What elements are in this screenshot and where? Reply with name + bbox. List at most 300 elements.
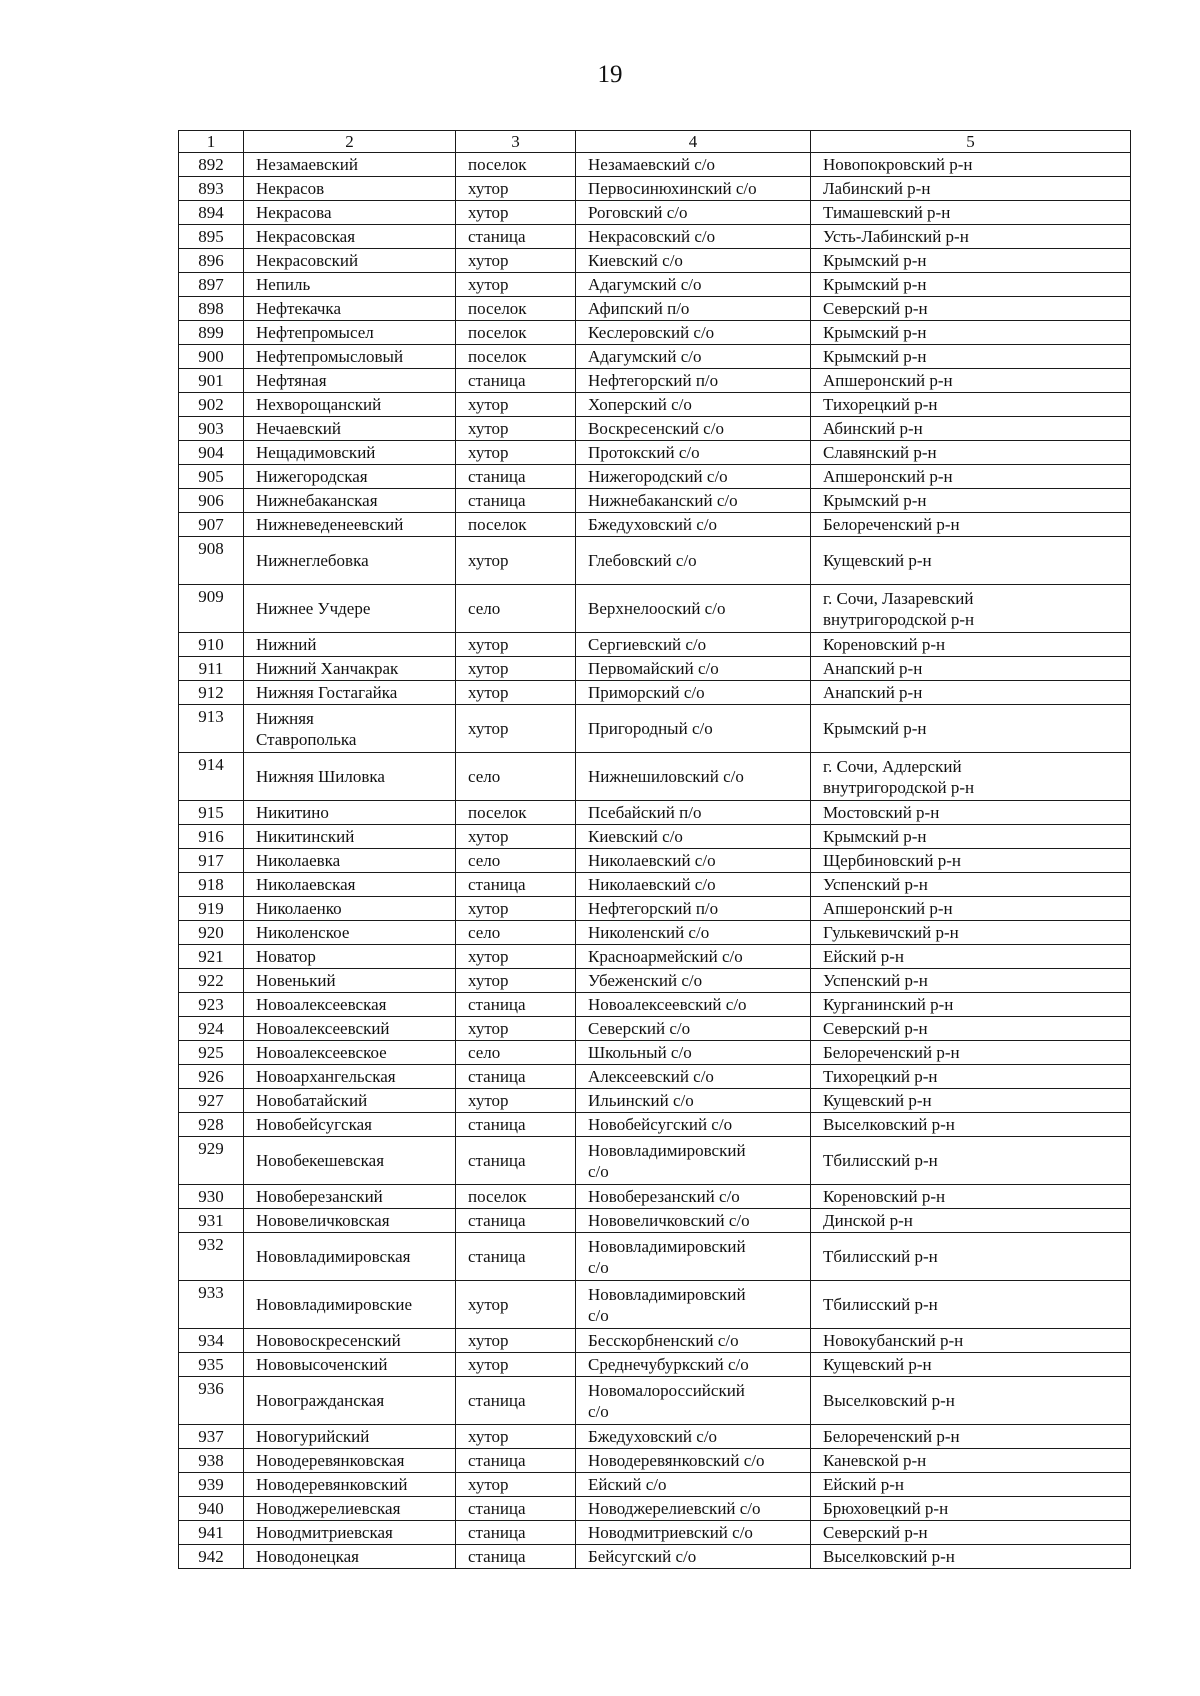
cell-district: Крымский р-н [811, 321, 1131, 345]
table-row [179, 297, 1131, 321]
table-row [179, 1065, 1131, 1089]
cell-council: Первомайский с/о [576, 657, 811, 681]
cell-settlement-type: хутор [456, 1329, 576, 1353]
table-row [179, 1329, 1131, 1353]
cell-council: Новодеревянковский с/о [576, 1449, 811, 1473]
cell-number: 941 [179, 1521, 244, 1545]
cell-district: Усть-Лабинский р-н [811, 225, 1131, 249]
cell-number: 892 [179, 153, 244, 177]
cell-settlement-type: поселок [456, 513, 576, 537]
table-body [179, 131, 1131, 1569]
table-row [179, 993, 1131, 1017]
table-row [179, 369, 1131, 393]
cell-settlement-name: Нефтепромысел [244, 321, 456, 345]
cell-number: 919 [179, 897, 244, 921]
cell-settlement-name: Новобатайский [244, 1089, 456, 1113]
cell-council: Нововладимировский с/о [576, 1137, 811, 1185]
cell-district: Успенский р-н [811, 969, 1131, 993]
column-header-number: 1 [179, 131, 244, 153]
table-row [179, 153, 1131, 177]
cell-settlement-type: хутор [456, 681, 576, 705]
cell-settlement-type: поселок [456, 153, 576, 177]
cell-district: Славянский р-н [811, 441, 1131, 465]
cell-settlement-type: хутор [456, 1353, 576, 1377]
cell-district: Крымский р-н [811, 825, 1131, 849]
cell-council: Нововладимировский с/о [576, 1233, 811, 1281]
cell-settlement-name: Новенький [244, 969, 456, 993]
cell-district: Гулькевичский р-н [811, 921, 1131, 945]
cell-council: Школьный с/о [576, 1041, 811, 1065]
table-row [179, 249, 1131, 273]
cell-number: 905 [179, 465, 244, 489]
cell-council: Приморский с/о [576, 681, 811, 705]
cell-district: г. Сочи, Адлерский внутригородской р-н [811, 753, 1131, 801]
cell-number: 937 [179, 1425, 244, 1449]
cell-settlement-name: Новогурийский [244, 1425, 456, 1449]
cell-district: Анапский р-н [811, 681, 1131, 705]
cell-council: Нефтегорский п/о [576, 897, 811, 921]
table-row [179, 1185, 1131, 1209]
cell-settlement-name: Нововысоченский [244, 1353, 456, 1377]
cell-district: Белореченский р-н [811, 513, 1131, 537]
table-row [179, 849, 1131, 873]
table-row [179, 1449, 1131, 1473]
cell-settlement-name: Нефтепромысловый [244, 345, 456, 369]
cell-number: 912 [179, 681, 244, 705]
cell-settlement-name: Некрасов [244, 177, 456, 201]
cell-district: Крымский р-н [811, 273, 1131, 297]
cell-number: 924 [179, 1017, 244, 1041]
table-row [179, 585, 1131, 633]
cell-settlement-type: село [456, 1041, 576, 1065]
cell-settlement-type: хутор [456, 657, 576, 681]
cell-settlement-type: станица [456, 1497, 576, 1521]
cell-district: Тбилисский р-н [811, 1233, 1131, 1281]
table-row [179, 1281, 1131, 1329]
cell-council: Воскресенский с/о [576, 417, 811, 441]
cell-district: Апшеронский р-н [811, 369, 1131, 393]
table-row [179, 681, 1131, 705]
cell-settlement-type: поселок [456, 345, 576, 369]
cell-settlement-name: Некрасова [244, 201, 456, 225]
cell-district: Крымский р-н [811, 489, 1131, 513]
cell-settlement-type: хутор [456, 897, 576, 921]
cell-settlement-type: село [456, 585, 576, 633]
cell-settlement-name: Нефтекачка [244, 297, 456, 321]
cell-district: Новопокровский р-н [811, 153, 1131, 177]
cell-number: 930 [179, 1185, 244, 1209]
cell-number: 942 [179, 1545, 244, 1569]
table-row [179, 1425, 1131, 1449]
table-row [179, 489, 1131, 513]
settlements-table [178, 130, 1131, 1569]
cell-settlement-type: хутор [456, 633, 576, 657]
table-row [179, 441, 1131, 465]
cell-number: 934 [179, 1329, 244, 1353]
cell-council: Протокский с/о [576, 441, 811, 465]
cell-number: 908 [179, 537, 244, 585]
cell-settlement-type: станица [456, 993, 576, 1017]
cell-council: Кеслеровский с/о [576, 321, 811, 345]
cell-settlement-name: Нижняя Ставрополька [244, 705, 456, 753]
cell-settlement-name: Нижневеденеевский [244, 513, 456, 537]
cell-district: Апшеронский р-н [811, 465, 1131, 489]
cell-council: Адагумский с/о [576, 345, 811, 369]
cell-settlement-name: Нечаевский [244, 417, 456, 441]
cell-district: Северский р-н [811, 1017, 1131, 1041]
table-row [179, 1113, 1131, 1137]
cell-settlement-type: станица [456, 1113, 576, 1137]
cell-settlement-name: Нижняя Шиловка [244, 753, 456, 801]
cell-council: Новодмитриевский с/о [576, 1521, 811, 1545]
cell-settlement-name: Нижний Ханчакрак [244, 657, 456, 681]
table-row [179, 921, 1131, 945]
cell-settlement-name: Нижегородская [244, 465, 456, 489]
cell-settlement-name: Нехворощанский [244, 393, 456, 417]
cell-settlement-type: хутор [456, 441, 576, 465]
cell-settlement-name: Новоалексеевская [244, 993, 456, 1017]
cell-district: Белореченский р-н [811, 1425, 1131, 1449]
cell-district: Ейский р-н [811, 1473, 1131, 1497]
column-header-name: 2 [244, 131, 456, 153]
cell-number: 928 [179, 1113, 244, 1137]
table-row [179, 753, 1131, 801]
cell-settlement-type: станица [456, 1377, 576, 1425]
cell-settlement-name: Нижнебаканская [244, 489, 456, 513]
table-row [179, 321, 1131, 345]
cell-number: 901 [179, 369, 244, 393]
cell-settlement-type: село [456, 849, 576, 873]
cell-settlement-name: Новобейсугская [244, 1113, 456, 1137]
table-row [179, 345, 1131, 369]
cell-council: Некрасовский с/о [576, 225, 811, 249]
column-header-type: 3 [456, 131, 576, 153]
cell-district: г. Сочи, Лазаревский внутригородской р-н [811, 585, 1131, 633]
cell-council: Роговский с/о [576, 201, 811, 225]
cell-council: Новоджерелиевский с/о [576, 1497, 811, 1521]
cell-council: Хоперский с/о [576, 393, 811, 417]
table-row [179, 1041, 1131, 1065]
cell-settlement-type: станица [456, 1521, 576, 1545]
cell-settlement-name: Никитинский [244, 825, 456, 849]
cell-settlement-name: Николаевка [244, 849, 456, 873]
table-row [179, 1137, 1131, 1185]
cell-settlement-type: село [456, 753, 576, 801]
cell-council: Бжедуховский с/о [576, 1425, 811, 1449]
table-row [179, 1497, 1131, 1521]
cell-number: 914 [179, 753, 244, 801]
cell-district: Кущевский р-н [811, 1353, 1131, 1377]
cell-district: Северский р-н [811, 1521, 1131, 1545]
cell-settlement-name: Нижнее Учдере [244, 585, 456, 633]
cell-number: 898 [179, 297, 244, 321]
cell-settlement-name: Нефтяная [244, 369, 456, 393]
cell-number: 935 [179, 1353, 244, 1377]
cell-council: Адагумский с/о [576, 273, 811, 297]
table-row [179, 465, 1131, 489]
cell-settlement-name: Новодеревянковская [244, 1449, 456, 1473]
cell-number: 909 [179, 585, 244, 633]
cell-settlement-type: хутор [456, 1089, 576, 1113]
cell-number: 893 [179, 177, 244, 201]
cell-council: Бжедуховский с/о [576, 513, 811, 537]
cell-number: 939 [179, 1473, 244, 1497]
cell-council: Новобейсугский с/о [576, 1113, 811, 1137]
cell-settlement-name: Некрасовский [244, 249, 456, 273]
cell-council: Нововладимировский с/о [576, 1281, 811, 1329]
cell-district: Успенский р-н [811, 873, 1131, 897]
cell-settlement-name: Нижний [244, 633, 456, 657]
cell-council: Новомалороссийский с/о [576, 1377, 811, 1425]
cell-settlement-name: Новоалексеевское [244, 1041, 456, 1065]
cell-settlement-type: станица [456, 1065, 576, 1089]
cell-council: Бесскорбненский с/о [576, 1329, 811, 1353]
cell-settlement-type: хутор [456, 1473, 576, 1497]
cell-number: 929 [179, 1137, 244, 1185]
cell-district: Новокубанский р-н [811, 1329, 1131, 1353]
cell-district: Каневской р-н [811, 1449, 1131, 1473]
table-row [179, 513, 1131, 537]
cell-number: 936 [179, 1377, 244, 1425]
cell-number: 897 [179, 273, 244, 297]
cell-number: 915 [179, 801, 244, 825]
cell-settlement-type: поселок [456, 321, 576, 345]
cell-number: 894 [179, 201, 244, 225]
cell-district: Динской р-н [811, 1209, 1131, 1233]
cell-council: Глебовский с/о [576, 537, 811, 585]
cell-settlement-name: Новодеревянковский [244, 1473, 456, 1497]
cell-settlement-type: хутор [456, 201, 576, 225]
cell-council: Пригородный с/о [576, 705, 811, 753]
cell-district: Тихорецкий р-н [811, 393, 1131, 417]
cell-settlement-name: Новодмитриевская [244, 1521, 456, 1545]
table-row [179, 1017, 1131, 1041]
table-header-row [179, 131, 1131, 153]
cell-council: Нововеличковский с/о [576, 1209, 811, 1233]
cell-council: Алексеевский с/о [576, 1065, 811, 1089]
cell-settlement-type: поселок [456, 297, 576, 321]
cell-number: 902 [179, 393, 244, 417]
cell-number: 907 [179, 513, 244, 537]
cell-district: Крымский р-н [811, 249, 1131, 273]
cell-settlement-name: Непиль [244, 273, 456, 297]
cell-number: 911 [179, 657, 244, 681]
cell-council: Новоберезанский с/о [576, 1185, 811, 1209]
cell-settlement-type: станица [456, 465, 576, 489]
table-row [179, 705, 1131, 753]
cell-district: Курганинский р-н [811, 993, 1131, 1017]
cell-council: Афипский п/о [576, 297, 811, 321]
table-row [179, 177, 1131, 201]
table-row [179, 1473, 1131, 1497]
cell-number: 895 [179, 225, 244, 249]
cell-council: Новоалексеевский с/о [576, 993, 811, 1017]
cell-council: Николаевский с/о [576, 849, 811, 873]
cell-number: 900 [179, 345, 244, 369]
cell-settlement-type: хутор [456, 393, 576, 417]
cell-number: 903 [179, 417, 244, 441]
cell-number: 931 [179, 1209, 244, 1233]
cell-settlement-type: хутор [456, 537, 576, 585]
column-header-district: 5 [811, 131, 1131, 153]
cell-number: 918 [179, 873, 244, 897]
cell-settlement-type: станица [456, 1137, 576, 1185]
cell-number: 910 [179, 633, 244, 657]
cell-number: 917 [179, 849, 244, 873]
cell-council: Ейский с/о [576, 1473, 811, 1497]
cell-district: Апшеронский р-н [811, 897, 1131, 921]
cell-council: Нижнешиловский с/о [576, 753, 811, 801]
cell-settlement-type: хутор [456, 177, 576, 201]
cell-settlement-name: Новодонецкая [244, 1545, 456, 1569]
cell-settlement-type: станица [456, 489, 576, 513]
table-row [179, 225, 1131, 249]
cell-settlement-name: Николенское [244, 921, 456, 945]
cell-district: Белореченский р-н [811, 1041, 1131, 1065]
cell-settlement-type: хутор [456, 1425, 576, 1449]
cell-settlement-type: станица [456, 1449, 576, 1473]
cell-settlement-name: Николаенко [244, 897, 456, 921]
cell-number: 925 [179, 1041, 244, 1065]
cell-district: Кореновский р-н [811, 1185, 1131, 1209]
cell-settlement-name: Новогражданская [244, 1377, 456, 1425]
cell-council: Киевский с/о [576, 825, 811, 849]
table-row [179, 537, 1131, 585]
table-row [179, 1545, 1131, 1569]
page-number: 19 [597, 61, 623, 88]
cell-council: Первосинюхинский с/о [576, 177, 811, 201]
cell-district: Выселковский р-н [811, 1545, 1131, 1569]
cell-number: 921 [179, 945, 244, 969]
table-row [179, 201, 1131, 225]
table-row [179, 897, 1131, 921]
cell-settlement-type: станица [456, 1209, 576, 1233]
cell-settlement-name: Нововоскресенский [244, 1329, 456, 1353]
cell-council: Нижегородский с/о [576, 465, 811, 489]
table-row [179, 1521, 1131, 1545]
cell-settlement-type: хутор [456, 1281, 576, 1329]
cell-settlement-name: Нововладимировские [244, 1281, 456, 1329]
table-row [179, 657, 1131, 681]
cell-district: Абинский р-н [811, 417, 1131, 441]
cell-district: Тимашевский р-н [811, 201, 1131, 225]
cell-district: Кореновский р-н [811, 633, 1131, 657]
cell-settlement-type: хутор [456, 945, 576, 969]
cell-district: Щербиновский р-н [811, 849, 1131, 873]
cell-number: 938 [179, 1449, 244, 1473]
cell-settlement-name: Новоберезанский [244, 1185, 456, 1209]
cell-settlement-type: хутор [456, 273, 576, 297]
cell-settlement-name: Нововеличковская [244, 1209, 456, 1233]
cell-district: Анапский р-н [811, 657, 1131, 681]
cell-council: Нефтегорский п/о [576, 369, 811, 393]
cell-district: Мостовский р-н [811, 801, 1131, 825]
cell-number: 920 [179, 921, 244, 945]
cell-number: 904 [179, 441, 244, 465]
cell-settlement-name: Новоджерелиевская [244, 1497, 456, 1521]
cell-number: 927 [179, 1089, 244, 1113]
cell-number: 906 [179, 489, 244, 513]
cell-council: Ильинский с/о [576, 1089, 811, 1113]
cell-district: Крымский р-н [811, 705, 1131, 753]
cell-settlement-type: хутор [456, 969, 576, 993]
cell-number: 932 [179, 1233, 244, 1281]
cell-council: Убеженский с/о [576, 969, 811, 993]
cell-settlement-name: Нижнеглебовка [244, 537, 456, 585]
cell-district: Кущевский р-н [811, 1089, 1131, 1113]
cell-settlement-type: хутор [456, 1017, 576, 1041]
cell-district: Тихорецкий р-н [811, 1065, 1131, 1089]
cell-settlement-type: станица [456, 1545, 576, 1569]
cell-district: Брюховецкий р-н [811, 1497, 1131, 1521]
cell-council: Нижнебаканский с/о [576, 489, 811, 513]
cell-settlement-name: Нижняя Гостагайка [244, 681, 456, 705]
table-row [179, 417, 1131, 441]
cell-council: Сергиевский с/о [576, 633, 811, 657]
cell-council: Николенский с/о [576, 921, 811, 945]
cell-number: 916 [179, 825, 244, 849]
cell-district: Северский р-н [811, 297, 1131, 321]
cell-settlement-type: поселок [456, 801, 576, 825]
cell-settlement-type: хутор [456, 249, 576, 273]
cell-settlement-type: хутор [456, 417, 576, 441]
cell-district: Выселковский р-н [811, 1377, 1131, 1425]
table-row [179, 393, 1131, 417]
cell-settlement-type: станица [456, 225, 576, 249]
cell-district: Кущевский р-н [811, 537, 1131, 585]
cell-district: Тбилисский р-н [811, 1137, 1131, 1185]
table-row [179, 1353, 1131, 1377]
cell-council: Верхнелооский с/о [576, 585, 811, 633]
cell-settlement-name: Новатор [244, 945, 456, 969]
cell-settlement-name: Нововладимировская [244, 1233, 456, 1281]
cell-number: 899 [179, 321, 244, 345]
cell-district: Ейский р-н [811, 945, 1131, 969]
cell-settlement-name: Новоархангельская [244, 1065, 456, 1089]
cell-settlement-type: село [456, 921, 576, 945]
cell-district: Крымский р-н [811, 345, 1131, 369]
cell-settlement-name: Незамаевский [244, 153, 456, 177]
cell-council: Северский с/о [576, 1017, 811, 1041]
table-row [179, 873, 1131, 897]
table-row [179, 945, 1131, 969]
table-row [179, 1233, 1131, 1281]
table-row [179, 801, 1131, 825]
cell-settlement-type: поселок [456, 1185, 576, 1209]
column-header-council: 4 [576, 131, 811, 153]
cell-number: 940 [179, 1497, 244, 1521]
table-row [179, 633, 1131, 657]
cell-council: Бейсугский с/о [576, 1545, 811, 1569]
cell-settlement-name: Никитино [244, 801, 456, 825]
cell-settlement-type: хутор [456, 705, 576, 753]
table-row [179, 1209, 1131, 1233]
cell-council: Незамаевский с/о [576, 153, 811, 177]
cell-settlement-name: Некрасовская [244, 225, 456, 249]
cell-council: Николаевский с/о [576, 873, 811, 897]
cell-council: Среднечубуркский с/о [576, 1353, 811, 1377]
cell-settlement-name: Новобекешевская [244, 1137, 456, 1185]
cell-settlement-type: станица [456, 1233, 576, 1281]
cell-number: 913 [179, 705, 244, 753]
table-row [179, 1089, 1131, 1113]
cell-council: Киевский с/о [576, 249, 811, 273]
cell-council: Псебайский п/о [576, 801, 811, 825]
cell-district: Лабинский р-н [811, 177, 1131, 201]
cell-number: 922 [179, 969, 244, 993]
cell-number: 926 [179, 1065, 244, 1089]
cell-number: 923 [179, 993, 244, 1017]
